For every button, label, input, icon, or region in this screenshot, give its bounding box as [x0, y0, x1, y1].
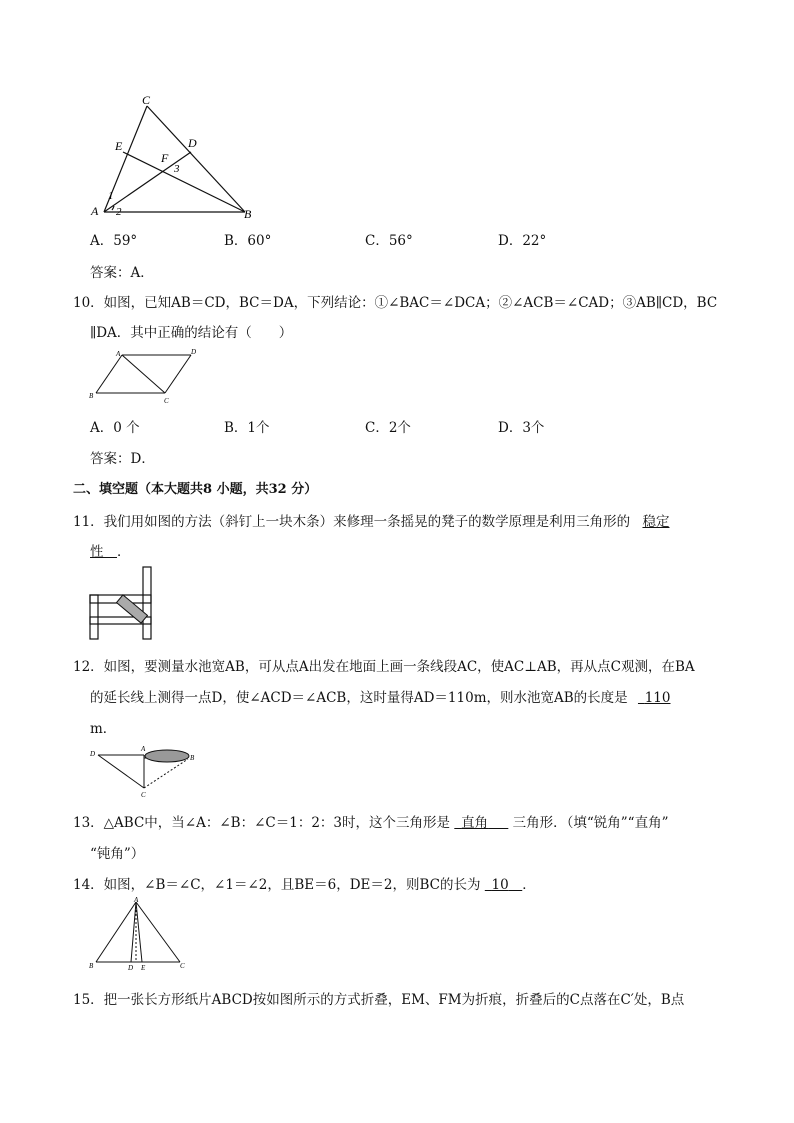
q12-stem-line1: 12．如图，要测量水池宽AB，可从点A出发在地面上画一条线段AC，使AC⊥AB，再从点C观测，在BA	[73, 659, 695, 675]
q14-label-D: D	[128, 964, 134, 972]
q11-stem-line1	[73, 510, 669, 530]
q10-option-d: D．3个	[498, 420, 545, 436]
q14-label-B: B	[89, 962, 94, 970]
q10-option-a: A．0 个	[90, 420, 140, 436]
q10-label-D: D	[191, 348, 197, 356]
q10-label-C: C	[164, 397, 169, 405]
q13-answer-blank	[454, 815, 508, 831]
q11-stool-figure	[88, 565, 158, 641]
q13-stem-post: 三角形．（填“锐角”“直角”	[512, 815, 669, 831]
q10-label-A: A	[116, 350, 121, 358]
q10-stem-line2: ∥DA．其中正确的结论有（ ）	[90, 325, 293, 341]
q10-option-c: C．2个	[365, 420, 411, 436]
q14-answer-blank	[485, 877, 522, 893]
q14-answer-value: 10	[491, 877, 509, 893]
q9-option-c: C．56°	[365, 233, 413, 249]
q11-tail: ．	[117, 544, 131, 560]
q11-answer-blank-part1: 稳定	[642, 514, 670, 530]
q12-answer-blank	[632, 690, 671, 706]
q12-label-A: A	[141, 745, 146, 753]
q12-stem-line2	[90, 686, 671, 706]
q14-stem-pre: 14．如图，∠B＝∠C，∠1＝∠2，且BE＝6，DE＝2，则BC的长为	[73, 877, 481, 893]
q9-option-a: A．59°	[90, 233, 138, 249]
q9-label-2: 2	[116, 206, 122, 218]
q9-label-F: F	[161, 151, 169, 165]
q12-answer-value: 110	[644, 690, 671, 706]
q10-parallelogram-figure	[88, 346, 200, 406]
q9-label-C: C	[142, 93, 151, 107]
q14-label-C: C	[180, 962, 185, 970]
q10-stem-line1: 10．如图，已知AB＝CD，BC＝DA，下列结论：①∠BAC＝∠DCA；②∠ACB＝∠CAD；③AB∥CD，BC	[73, 295, 718, 311]
q12-label-B: B	[190, 754, 195, 762]
q13-stem-line2: “钝角”）	[90, 846, 145, 862]
q9-label-A: A	[91, 204, 99, 218]
q9-label-E: E	[115, 139, 123, 153]
q14-triangle-figure	[88, 896, 192, 972]
q9-label-3: 3	[174, 163, 180, 175]
q9-label-D: D	[188, 136, 197, 150]
section-heading-fill-blank: 二、填空题（本大题共8 小题，共32 分）	[73, 482, 318, 497]
q12-stem-line2-text: 的延长线上测得一点D，使∠ACD＝∠ACB，这时量得AD＝110m，则水池宽AB的长度是	[90, 690, 628, 706]
q15-stem-line1: 15．把一张长方形纸片ABCD按如图所示的方式折叠，EM、FM为折痕，折叠后的C点落在C′处，B点	[73, 992, 685, 1008]
q10-answer: 答案：D．	[90, 451, 155, 467]
q10-label-B: B	[89, 392, 94, 400]
q13-stem-line1	[73, 811, 668, 831]
q9-option-d: D．22°	[498, 233, 547, 249]
q9-label-1: 1	[108, 190, 114, 202]
q12-stem-line3: m．	[90, 721, 117, 737]
q9-answer: 答案：A．	[90, 265, 154, 281]
q9-triangle-figure	[90, 92, 260, 224]
q11-stem-line2	[90, 540, 131, 560]
q14-label-E: E	[141, 964, 146, 972]
q12-label-D: D	[90, 750, 96, 758]
q13-answer-value: 直角	[461, 815, 489, 831]
q14-stem	[73, 873, 536, 893]
q13-stem-pre: 13．△ABC中，当∠A：∠B：∠C＝1：2：3时，这个三角形是	[73, 815, 451, 831]
q14-stem-post: ．	[522, 877, 536, 893]
q9-option-b: B．60°	[224, 233, 272, 249]
q14-label-A: A	[134, 896, 139, 904]
q11-answer-blank-part2: 性	[90, 544, 104, 560]
q11-stem-text: 11．我们用如图的方法（斜钉上一块木条）来修理一条摇晃的凳子的数学原理是利用三角形的	[73, 514, 631, 530]
q10-option-b: B．1个	[224, 420, 270, 436]
q12-label-C: C	[141, 791, 146, 799]
q9-label-B: B	[244, 207, 252, 221]
q12-pond-figure	[88, 745, 200, 799]
